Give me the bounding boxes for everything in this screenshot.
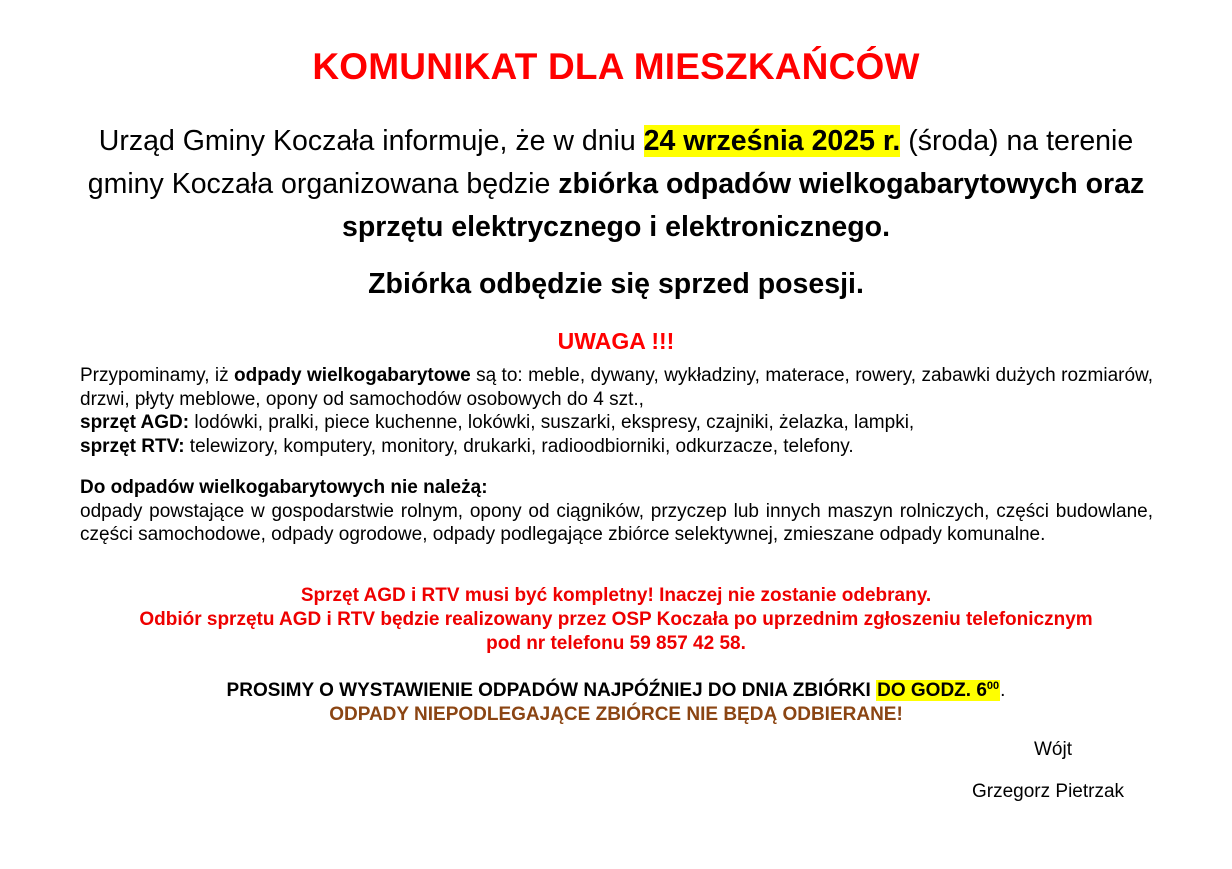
rtv-text: telewizory, komputery, monitory, drukarki, radioodbiorniki, odkurzacze, telefony. (184, 435, 854, 457)
reminder-paragraph (80, 364, 1153, 458)
not-collected-warning: ODPADY NIEPODLEGAJĄCE ZBIÓRCE NIE BĘDĄ ODBIERANE! (329, 704, 903, 725)
collection-date: 24 września 2025 r. (643, 125, 901, 157)
request-text: PROSIMY O WYSTAWIENIE ODPADÓW NAJPÓŹNIEJ DO DNIA ZBIÓRKI (226, 680, 877, 701)
excluded-paragraph (80, 476, 1153, 547)
notice-line-1: Sprzęt AGD i RTV musi być kompletny! Inaczej nie zostanie odebrany. (300, 585, 932, 606)
bulky-label: odpady wielkogabarytowe (234, 365, 471, 386)
agd-label: sprzęt AGD: (80, 412, 190, 433)
deadline-hour: DO GODZ. 6 (877, 680, 987, 701)
warning-heading: UWAGA !!! (557, 328, 675, 354)
deadline-minutes: 00 (986, 680, 1000, 692)
equipment-notice (0, 584, 1232, 656)
reminder-prefix: Przypominamy, iż (80, 365, 235, 386)
excluded-heading: Do odpadów wielkogabarytowych nie należą: (80, 477, 488, 498)
subtitle: Zbiórka odbędzie się sprzed posesji. (368, 268, 864, 300)
intro-text-2: (środa) na terenie gminy Koczała organizowana będzie (87, 125, 1134, 200)
notice-line-3: pod nr telefonu 59 857 42 58. (486, 633, 746, 654)
signature-role: Wójt (1034, 739, 1072, 760)
request-line (0, 674, 1232, 703)
request-end: . (1000, 680, 1006, 701)
bulky-text: są to: meble, dywany, wykładziny, materace, rowery, zabawki dużych rozmiarów, drzwi, płyty meblowe, opony od samochodów osobowych do 4 szt., (80, 365, 1153, 410)
notice-line-2: Odbiór sprzętu AGD i RTV będzie realizowany przez OSP Koczała po uprzednim zgłoszeniu telefonicznym (139, 609, 1093, 630)
page-title: KOMUNIKAT DLA MIESZKAŃCÓW (312, 46, 920, 87)
agd-text: lodówki, pralki, piece kuchenne, lokówki, suszarki, ekspresy, czajniki, żelazka, lampki, (189, 412, 915, 433)
intro-paragraph (70, 120, 1162, 249)
signature-name: Grzegorz Pietrzak (972, 781, 1125, 802)
rtv-label: sprzęt RTV: (80, 435, 185, 457)
collection-type: zbiórka odpadów wielkogabarytowych oraz sprzętu elektrycznego i elektronicznego. (342, 168, 1145, 243)
excluded-text: odpady powstające w gospodarstwie rolnym, opony od ciągników, przyczep lub innych maszyn rolniczych, części budowlane, części samochodowe, odpady ogrodowe, odpady podlegające zbiórce selektywnej, zmieszane odpady komunalne. (80, 500, 1153, 545)
request-block (0, 674, 1232, 727)
intro-text-1: Urząd Gminy Koczała informuje, że w dniu (98, 125, 644, 157)
deadline-time (876, 680, 1000, 701)
